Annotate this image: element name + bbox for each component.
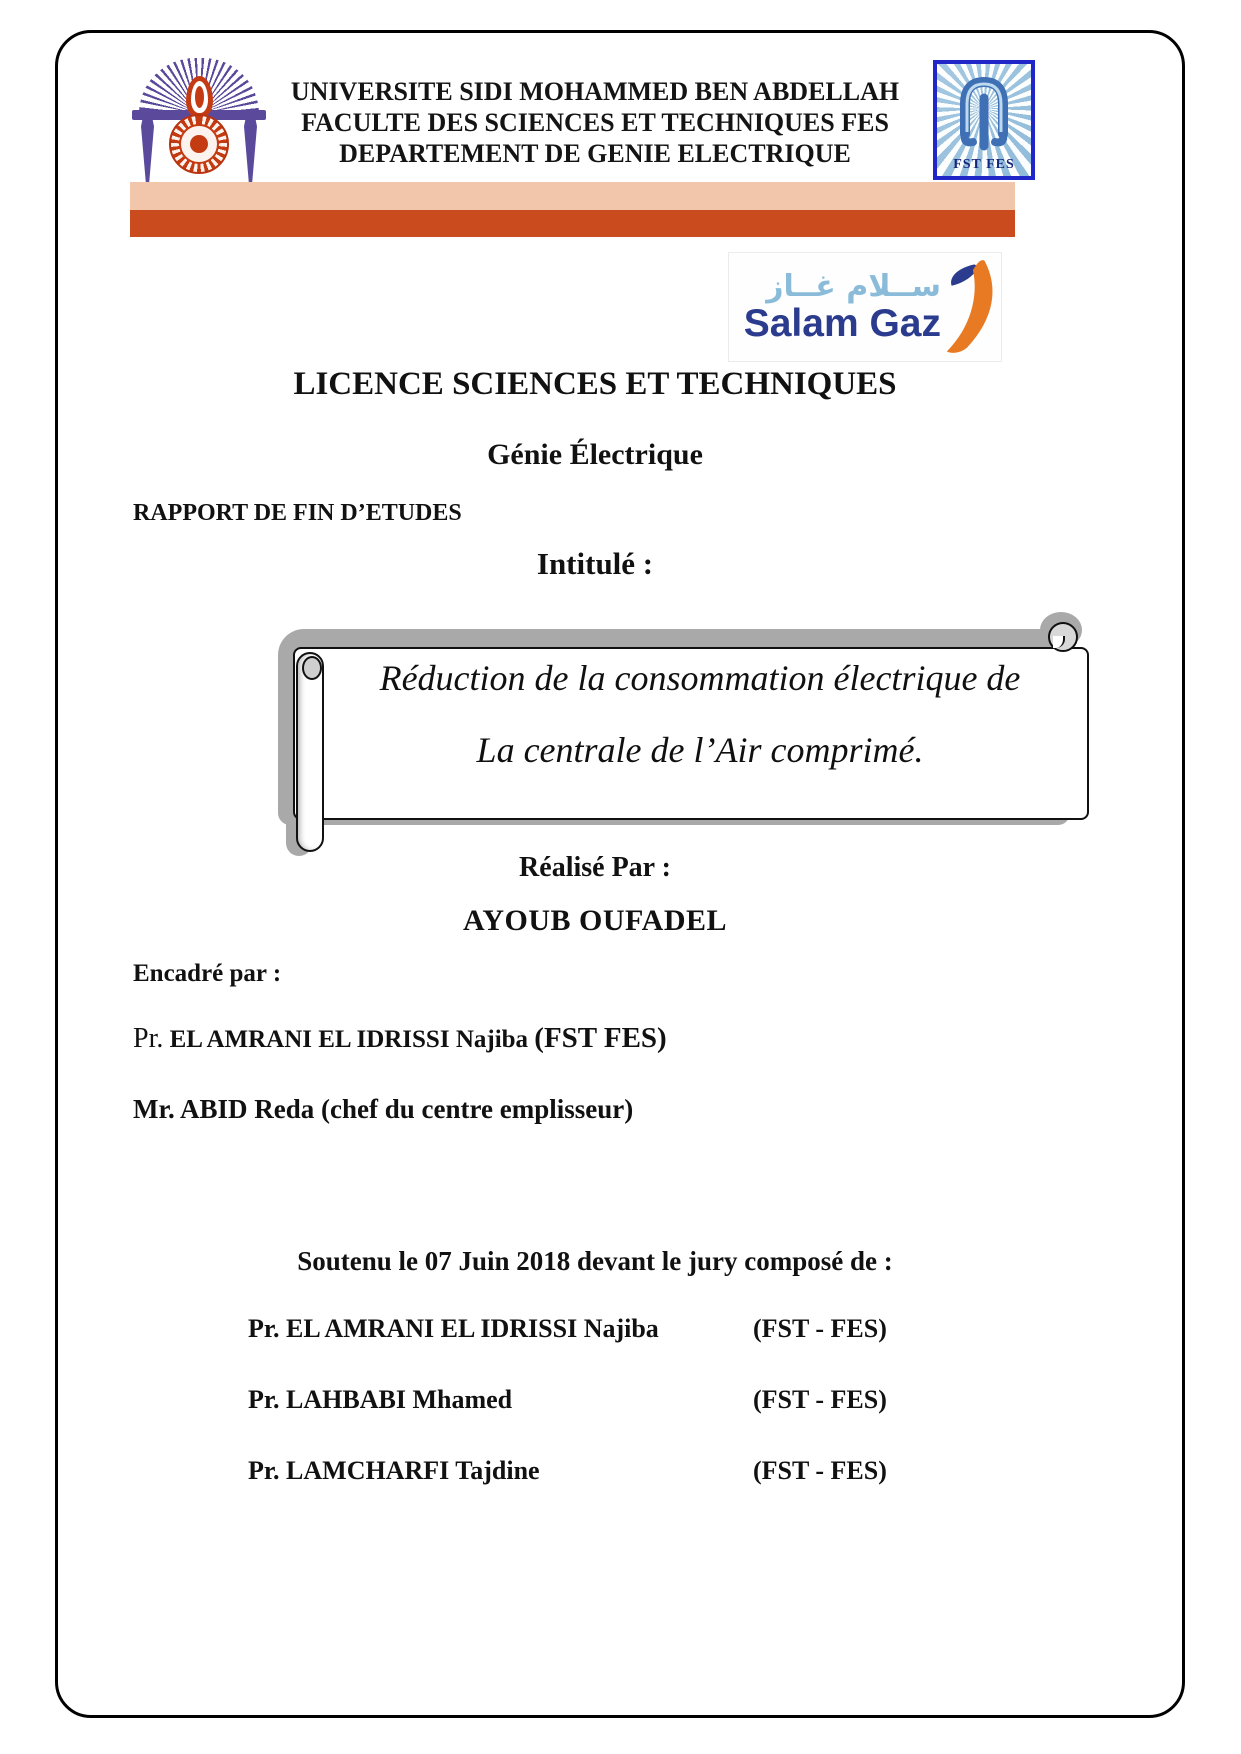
subject-title-line1: Réduction de la consommation électrique de <box>379 658 1021 698</box>
jury-member-affiliation: (FST - FES) <box>753 1456 887 1485</box>
subject-title <box>322 656 1078 772</box>
emblem-left-pillar-icon <box>141 120 154 184</box>
fst-fes-logo <box>933 60 1035 180</box>
header-line-faculty: FACULTE DES SCIENCES ET TECHNIQUES FES <box>301 108 889 137</box>
supervisor-1-prefix: Pr. <box>133 1023 164 1054</box>
light-orange-band <box>130 182 1015 210</box>
emblem-crown-icon <box>186 76 213 118</box>
jury-member-name: Pr. LAHBABI Mhamed <box>248 1385 513 1414</box>
scroll-left-roll-icon <box>296 652 324 852</box>
emblem-right-pillar-icon <box>244 120 257 184</box>
salam-gaz-latin-text: Salam Gaz <box>743 302 941 345</box>
supervisor-1-affiliation: (FST FES) <box>534 1022 667 1054</box>
header-line-department: DEPARTEMENT DE GENIE ELECTRIQUE <box>339 139 851 168</box>
university-emblem-logo <box>128 56 270 188</box>
jury-row <box>248 1456 968 1486</box>
rapport-title: RAPPORT DE FIN D’ETUDES <box>133 500 462 526</box>
encadre-par-label: Encadré par : <box>133 960 282 987</box>
licence-title: LICENCE SCIENCES ET TECHNIQUES <box>293 366 897 402</box>
jury-member-name: Pr. LAMCHARFI Tajdine <box>248 1456 540 1485</box>
intitule-label: Intitulé : <box>536 546 654 581</box>
supervisor-1-name: EL AMRANI EL IDRISSI Najiba <box>169 1026 529 1053</box>
supervisor-2-name: ABID Reda (chef du centre emplisseur) <box>180 1094 634 1124</box>
emblem-rosette-icon <box>169 114 229 174</box>
salam-gaz-arabic-text: ســلام غــاز <box>766 269 941 304</box>
jury-member-affiliation: (FST - FES) <box>753 1314 887 1343</box>
university-header-text <box>285 76 905 169</box>
supervisor-2-prefix: Mr. <box>133 1094 175 1124</box>
scroll-banner <box>278 612 1108 862</box>
fst-logo-arch-icon <box>949 70 1019 152</box>
scroll-left-curl-icon <box>302 656 322 680</box>
scroll-right-curl-icon <box>1048 622 1078 652</box>
jury-row <box>248 1314 968 1344</box>
jury-member-affiliation: (FST - FES) <box>753 1385 887 1414</box>
subject-title-line2: La centrale de l’Air comprimé. <box>476 730 924 770</box>
jury-intro: Soutenu le 07 Juin 2018 devant le jury composé de : <box>297 1246 893 1276</box>
jury-row <box>248 1385 968 1415</box>
jury-list <box>248 1314 968 1527</box>
supervisor-line-1 <box>133 1022 667 1055</box>
fst-logo-label: FST FES <box>953 157 1015 172</box>
author-name: AYOUB OUFADEL <box>462 904 728 937</box>
salam-gaz-logo <box>728 252 1002 362</box>
realise-par-label: Réalisé Par : <box>519 852 671 883</box>
salam-gaz-swoosh-icon <box>941 257 999 357</box>
dark-orange-band <box>130 210 1015 237</box>
filiere-title: Génie Électrique <box>487 438 703 471</box>
jury-member-name: Pr. EL AMRANI EL IDRISSI Najiba <box>248 1314 659 1343</box>
salam-gaz-text-block <box>744 270 941 344</box>
header-line-university: UNIVERSITE SIDI MOHAMMED BEN ABDELLAH <box>290 77 900 106</box>
supervisor-line-2 <box>133 1094 633 1125</box>
